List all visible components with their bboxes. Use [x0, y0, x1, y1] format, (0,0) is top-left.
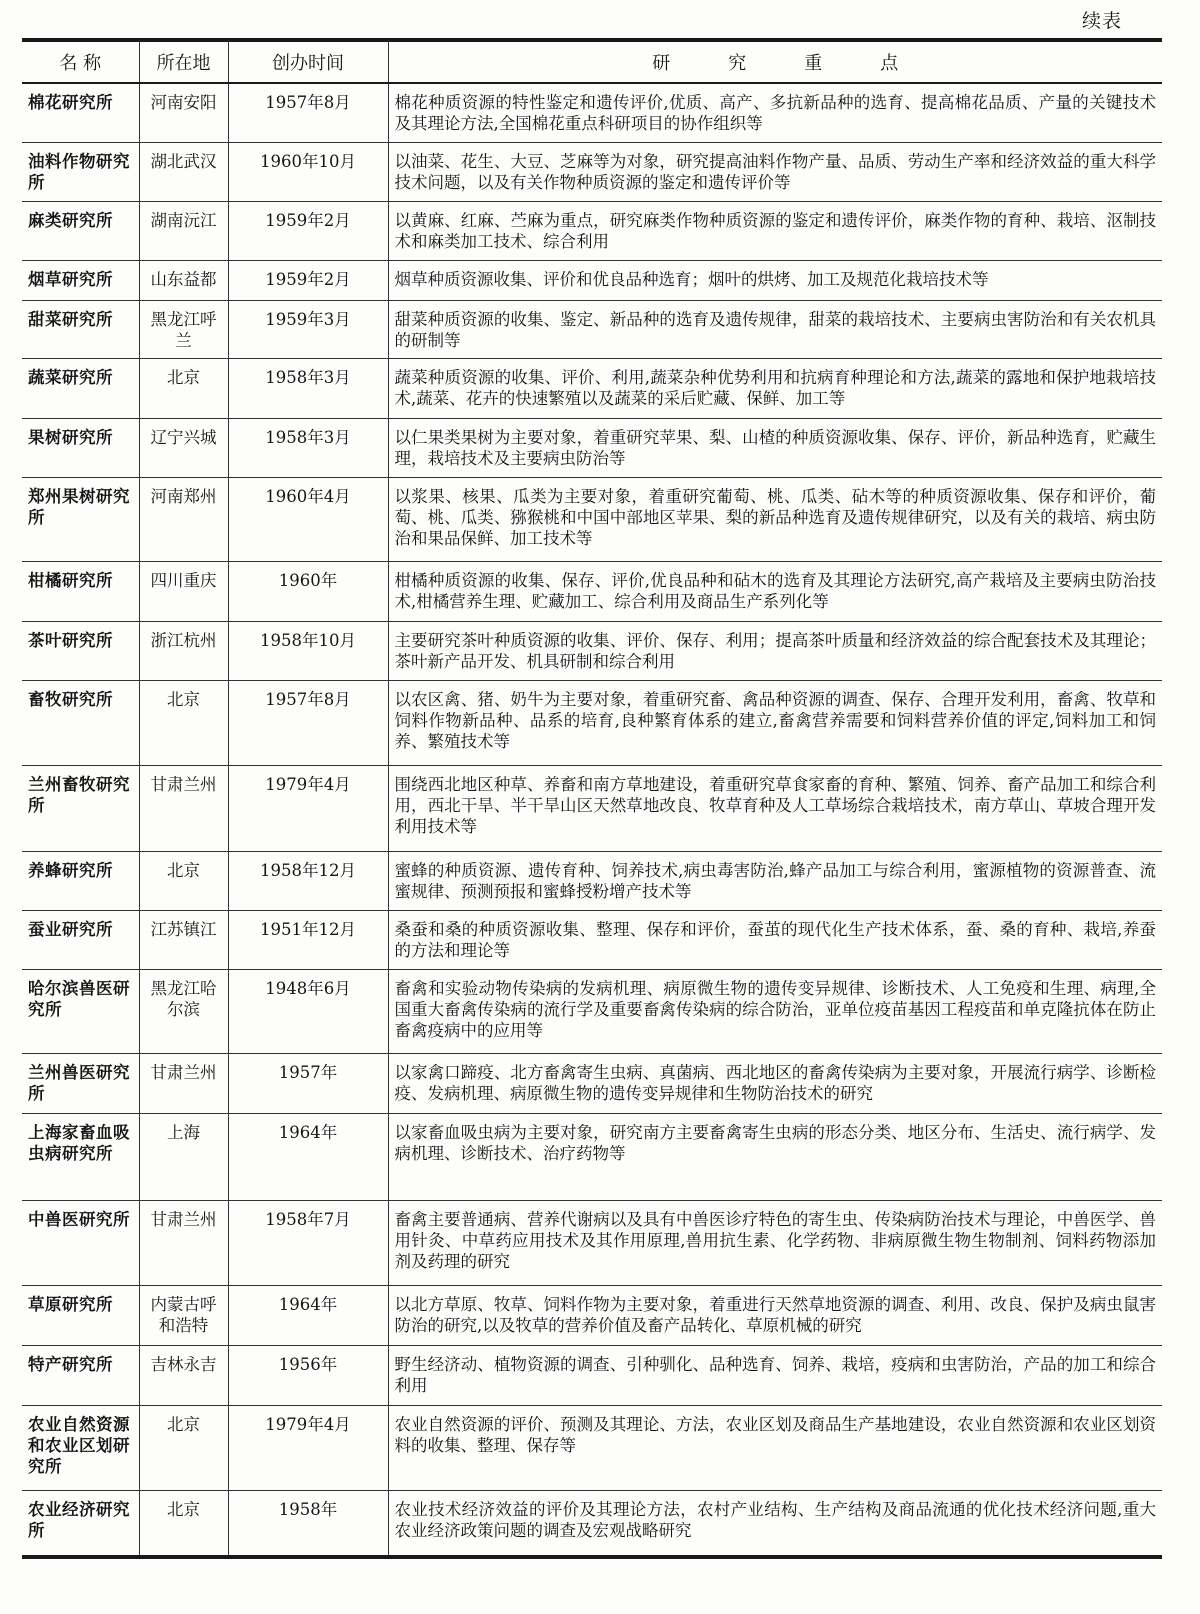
institute-research-focus: 柑橘种质资源的收集、保存、评价,优良品种和砧木的选育及其理论方法研究,高产栽培及主要病虫防治技术,柑橘营养生理、贮藏加工、综合利用及商品生产系列化等: [388, 561, 1162, 621]
table-header-row: [22, 40, 1162, 83]
column-header-focus: 研究重点: [388, 40, 1162, 83]
institute-location: 北京: [139, 680, 228, 765]
institute-research-focus: 桑蚕和桑的种质资源收集、整理、保存和评价，蚕茧的现代化生产技术体系，蚕、桑的育种、栽培,养蚕的方法和理论等: [388, 910, 1162, 969]
institute-location: 浙江杭州: [139, 621, 228, 680]
table-row: [22, 260, 1162, 300]
table-body: [22, 83, 1162, 1557]
institute-name: 养蜂研究所: [22, 851, 139, 910]
institute-location: 黑龙江呼兰: [139, 300, 228, 358]
institute-research-focus: 以仁果类果树为主要对象，着重研究苹果、梨、山楂的种质资源收集、保存、评价，新品种选育，贮藏生理，栽培技术及主要病虫防治等: [388, 418, 1162, 477]
institute-name: 中兽医研究所: [22, 1200, 139, 1285]
institute-name: 茶叶研究所: [22, 621, 139, 680]
table-row: [22, 851, 1162, 910]
institute-name: 甜菜研究所: [22, 300, 139, 358]
institute-founded: 1959年3月: [228, 300, 388, 358]
institute-research-focus: 以油菜、花生、大豆、芝麻等为对象，研究提高油料作物产量、品质、劳动生产率和经济效益的重大科学技术问题，以及有关作物种质资源的鉴定和遗传评价等: [388, 142, 1162, 201]
institute-location: 湖南沅江: [139, 201, 228, 260]
table-row: [22, 969, 1162, 1053]
institute-founded: 1960年: [228, 561, 388, 621]
table-row: [22, 1053, 1162, 1113]
column-header-founded: 创办时间: [228, 40, 388, 83]
institute-research-focus: 主要研究茶叶种质资源的收集、评价、保存、利用；提高茶叶质量和经济效益的综合配套技术及其理论；茶叶新产品开发、机具研制和综合利用: [388, 621, 1162, 680]
table-row: [22, 1285, 1162, 1345]
institute-founded: 1959年2月: [228, 260, 388, 300]
institute-research-focus: 围绕西北地区种草、养畜和南方草地建设，着重研究草食家畜的育种、繁殖、饲养、畜产品加工和综合利用，西北干旱、半干旱山区天然草地改良、牧草育种及人工草场综合栽培技术，南方草山、草坡合理开发利用技术等: [388, 765, 1162, 851]
table-row: [22, 358, 1162, 418]
institute-location: 江苏镇江: [139, 910, 228, 969]
institute-founded: 1964年: [228, 1113, 388, 1200]
table-row: [22, 765, 1162, 851]
institute-location: 河南安阳: [139, 83, 228, 142]
table-row: [22, 83, 1162, 142]
institute-founded: 1960年10月: [228, 142, 388, 201]
institute-name: 草原研究所: [22, 1285, 139, 1345]
institute-founded: 1957年: [228, 1053, 388, 1113]
institute-location: 山东益都: [139, 260, 228, 300]
column-header-name: 名 称: [22, 40, 139, 83]
institute-founded: 1958年3月: [228, 358, 388, 418]
table-row: [22, 418, 1162, 477]
column-header-location: 所在地: [139, 40, 228, 83]
institute-name: 棉花研究所: [22, 83, 139, 142]
institute-founded: 1958年7月: [228, 1200, 388, 1285]
institute-founded: 1948年6月: [228, 969, 388, 1053]
institute-name: 柑橘研究所: [22, 561, 139, 621]
institute-founded: 1979年4月: [228, 765, 388, 851]
institute-founded: 1958年12月: [228, 851, 388, 910]
table-row: [22, 561, 1162, 621]
institute-founded: 1951年12月: [228, 910, 388, 969]
institute-name: 麻类研究所: [22, 201, 139, 260]
institute-location: 黑龙江哈尔滨: [139, 969, 228, 1053]
institute-name: 兰州兽医研究所: [22, 1053, 139, 1113]
institute-founded: 1958年3月: [228, 418, 388, 477]
institutes-table: [22, 38, 1162, 1559]
institute-founded: 1957年8月: [228, 83, 388, 142]
institute-name: 果树研究所: [22, 418, 139, 477]
institute-research-focus: 以家禽口蹄疫、北方畜禽寄生虫病、真菌病、西北地区的畜禽传染病为主要对象，开展流行病学、诊断检疫、发病机理、病原微生物的遗传变异规律和生物防治技术的研究: [388, 1053, 1162, 1113]
table-row: [22, 1200, 1162, 1285]
institute-research-focus: 甜菜种质资源的收集、鉴定、新品种的选育及遗传规律，甜菜的栽培技术、主要病虫害防治和有关农机具的研制等: [388, 300, 1162, 358]
institute-location: 甘肃兰州: [139, 1053, 228, 1113]
table-row: [22, 680, 1162, 765]
institute-research-focus: 农业技术经济效益的评价及其理论方法，农村产业结构、生产结构及商品流通的优化技术经济问题,重大农业经济政策问题的调查及宏观战略研究: [388, 1490, 1162, 1557]
institute-name: 烟草研究所: [22, 260, 139, 300]
institute-location: 甘肃兰州: [139, 1200, 228, 1285]
institute-research-focus: 以家畜血吸虫病为主要对象，研究南方主要畜禽寄生虫病的形态分类、地区分布、生活史、流行病学、发病机理、诊断技术、治疗药物等: [388, 1113, 1162, 1200]
institute-name: 农业自然资源和农业区划研究所: [22, 1405, 139, 1490]
institute-location: 北京: [139, 851, 228, 910]
institute-research-focus: 蜜蜂的种质资源、遗传育种、饲养技术,病虫毒害防治,蜂产品加工与综合利用，蜜源植物的资源普查、流蜜规律、预测预报和蜜蜂授粉增产技术等: [388, 851, 1162, 910]
institute-founded: 1958年: [228, 1490, 388, 1557]
institute-research-focus: 农业自然资源的评价、预测及其理论、方法，农业区划及商品生产基地建设，农业自然资源和农业区划资料的收集、整理、保存等: [388, 1405, 1162, 1490]
institute-founded: 1957年8月: [228, 680, 388, 765]
institute-research-focus: 烟草种质资源收集、评价和优良品种选育；烟叶的烘烤、加工及规范化栽培技术等: [388, 260, 1162, 300]
institute-research-focus: 野生经济动、植物资源的调查、引种驯化、品种选育、饲养、栽培，疫病和虫害防治，产品的加工和综合利用: [388, 1345, 1162, 1405]
table-row: [22, 477, 1162, 561]
institute-location: 吉林永吉: [139, 1345, 228, 1405]
institute-founded: 1956年: [228, 1345, 388, 1405]
table-row: [22, 910, 1162, 969]
institute-research-focus: 畜禽主要普通病、营养代谢病以及具有中兽医诊疗特色的寄生虫、传染病防治技术与理论，中兽医学、兽用针灸、中草药应用技术及其作用原理,兽用抗生素、化学药物、非病原微生物生物制剂、饲料药物添加剂及药理的研究: [388, 1200, 1162, 1285]
institute-location: 河南郑州: [139, 477, 228, 561]
institute-location: 甘肃兰州: [139, 765, 228, 851]
table-row: [22, 1490, 1162, 1557]
table-row: [22, 1405, 1162, 1490]
institute-name: 农业经济研究所: [22, 1490, 139, 1557]
institute-name: 特产研究所: [22, 1345, 139, 1405]
table-row: [22, 201, 1162, 260]
institute-name: 畜牧研究所: [22, 680, 139, 765]
table-row: [22, 142, 1162, 201]
institute-founded: 1964年: [228, 1285, 388, 1345]
table-row: [22, 621, 1162, 680]
institute-name: 哈尔滨兽医研究所: [22, 969, 139, 1053]
institute-location: 辽宁兴城: [139, 418, 228, 477]
institute-name: 油料作物研究所: [22, 142, 139, 201]
institute-founded: 1979年4月: [228, 1405, 388, 1490]
institute-research-focus: 棉花种质资源的特性鉴定和遗传评价,优质、高产、多抗新品种的选育、提高棉花品质、产量的关键技术及其理论方法,全国棉花重点科研项目的协作组织等: [388, 83, 1162, 142]
institute-location: 北京: [139, 1405, 228, 1490]
institute-location: 湖北武汉: [139, 142, 228, 201]
institute-research-focus: 以农区禽、猪、奶牛为主要对象，着重研究畜、禽品种资源的调查、保存、合理开发利用，畜禽、牧草和饲料作物新品种、品系的培育,良种繁育体系的建立,畜禽营养需要和饲料营养价值的评定,饲料加工和饲养、繁殖技术等: [388, 680, 1162, 765]
table-row: [22, 1113, 1162, 1200]
institute-location: 四川重庆: [139, 561, 228, 621]
table-row: [22, 1345, 1162, 1405]
institute-research-focus: 以北方草原、牧草、饲料作物为主要对象，着重进行天然草地资源的调查、利用、改良、保护及病虫鼠害防治的研究,以及牧草的营养价值及畜产品转化、草原机械的研究: [388, 1285, 1162, 1345]
institute-founded: 1958年10月: [228, 621, 388, 680]
institute-name: 蚕业研究所: [22, 910, 139, 969]
institute-location: 上海: [139, 1113, 228, 1200]
institute-location: 北京: [139, 1490, 228, 1557]
institute-research-focus: 以浆果、核果、瓜类为主要对象，着重研究葡萄、桃、瓜类、砧木等的种质资源收集、保存和评价，葡萄、桃、瓜类、猕猴桃和中国中部地区苹果、梨的新品种选育及遗传规律研究，以及有关的栽培、病虫防治和果品保鲜、加工技术等: [388, 477, 1162, 561]
institute-research-focus: 以黄麻、红麻、苎麻为重点，研究麻类作物种质资源的鉴定和遗传评价，麻类作物的育种、栽培、沤制技术和麻类加工技术、综合利用: [388, 201, 1162, 260]
institute-location: 内蒙古呼和浩特: [139, 1285, 228, 1345]
table-row: [22, 300, 1162, 358]
institute-location: 北京: [139, 358, 228, 418]
continued-table-note: 续表: [1081, 10, 1122, 32]
institute-name: 上海家畜血吸虫病研究所: [22, 1113, 139, 1200]
institute-founded: 1960年4月: [228, 477, 388, 561]
institute-founded: 1959年2月: [228, 201, 388, 260]
institute-name: 郑州果树研究所: [22, 477, 139, 561]
institute-research-focus: 蔬菜种质资源的收集、评价、利用,蔬菜杂种优势利用和抗病育种理论和方法,蔬菜的露地和保护地栽培技术,蔬菜、花卉的快速繁殖以及蔬菜的采后贮藏、保鲜、加工等: [388, 358, 1162, 418]
institute-name: 蔬菜研究所: [22, 358, 139, 418]
institute-research-focus: 畜禽和实验动物传染病的发病机理、病原微生物的遗传变异规律、诊断技术、人工免疫和生理、病理,全国重大畜禽传染病的流行学及重要畜禽传染病的综合防治，亚单位疫苗基因工程疫苗和单克隆抗体在防止畜禽疫病中的应用等: [388, 969, 1162, 1053]
institute-name: 兰州畜牧研究所: [22, 765, 139, 851]
